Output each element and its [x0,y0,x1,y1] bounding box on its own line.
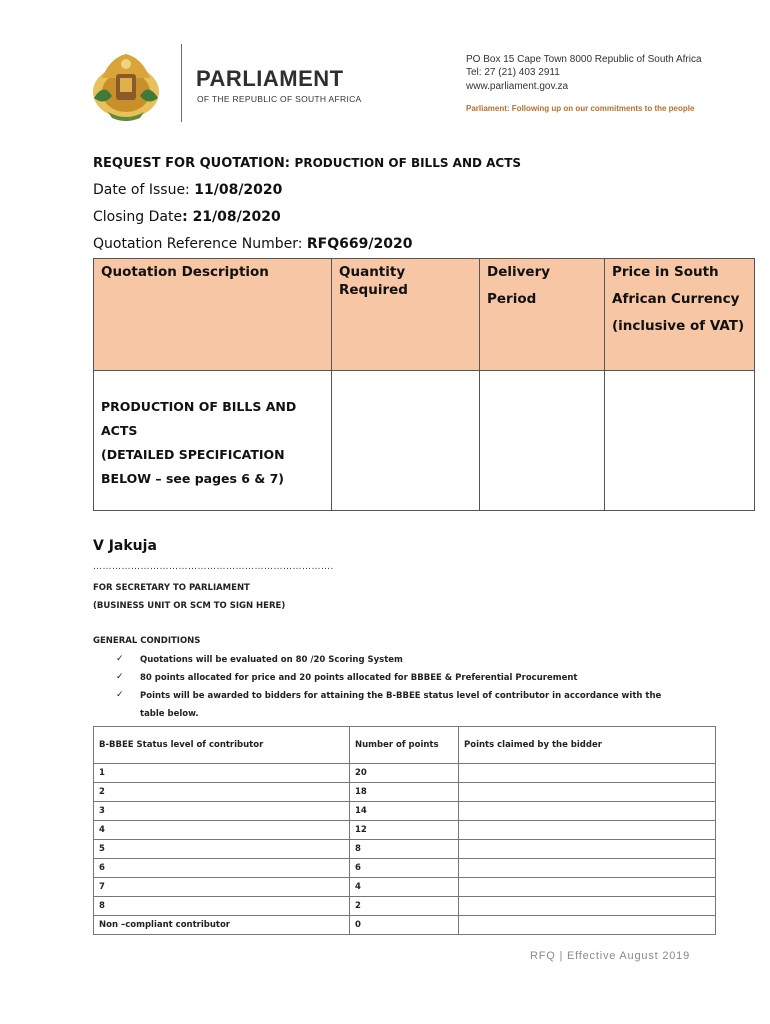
status-level: 3 [94,802,350,821]
org-subtitle: OF THE REPUBLIC OF SOUTH AFRICA [197,94,362,104]
document-title: REQUEST FOR QUOTATION: PRODUCTION OF BILLS AND ACTS [93,156,522,171]
condition-item: 80 points allocated for price and 20 points allocated for BBBEE & Preferential Procurement [140,673,578,683]
points-row [94,783,716,802]
quotation-reference: Quotation Reference Number: RFQ669/2020 [93,236,413,252]
points-row [94,764,716,783]
date-of-issue: Date of Issue: 11/08/2020 [93,182,283,198]
points-row [94,916,716,935]
description-cell: PRODUCTION OF BILLS AND ACTS (DETAILED SPECIFICATION BELOW – see pages 6 & 7) [94,371,332,511]
header-divider [181,44,182,122]
points-claimed-cell[interactable] [459,878,716,897]
points-claimed-cell[interactable] [459,916,716,935]
points-value: 8 [350,840,459,859]
condition-item: Points will be awarded to bidders for attaining the B-BBEE status level of contributor in accordance with the [140,691,662,701]
signatory-role: FOR SECRETARY TO PARLIAMENT [93,583,250,593]
closing-date: Closing Date: 21/08/2020 [93,209,281,225]
org-name: PARLIAMENT [196,66,344,91]
price-cell[interactable] [605,371,755,511]
header-points-claimed: Points claimed by the bidder [459,727,716,764]
condition-item-continued: table below. [140,709,199,719]
quotation-table-row [94,371,755,511]
points-value: 12 [350,821,459,840]
points-row [94,859,716,878]
points-row [94,821,716,840]
points-value: 2 [350,897,459,916]
check-icon: ✓ [116,672,124,682]
points-table-header [94,727,716,764]
check-icon: ✓ [116,654,124,664]
status-level: 6 [94,859,350,878]
points-claimed-cell[interactable] [459,764,716,783]
check-icon: ✓ [116,690,124,700]
header-quantity: Quantity Required [332,259,480,371]
phone-line: Tel: 27 (21) 403 2911 [466,67,560,78]
points-row [94,840,716,859]
points-claimed-cell[interactable] [459,783,716,802]
points-value: 0 [350,916,459,935]
bbbee-points-table [93,726,716,935]
status-level: 8 [94,897,350,916]
points-row [94,878,716,897]
signature-line: …………………………………………………………………. [93,562,334,572]
points-claimed-cell[interactable] [459,802,716,821]
website-line: www.parliament.gov.za [466,81,569,92]
status-level: 1 [94,764,350,783]
parliament-crest-logo [90,48,162,122]
quotation-table [93,258,755,511]
delivery-cell[interactable] [480,371,605,511]
points-claimed-cell[interactable] [459,840,716,859]
points-row [94,897,716,916]
header-description: Quotation Description [94,259,332,371]
status-level: 5 [94,840,350,859]
points-claimed-cell[interactable] [459,859,716,878]
points-row [94,802,716,821]
points-value: 18 [350,783,459,802]
conditions-heading: GENERAL CONDITIONS [93,636,201,646]
points-claimed-cell[interactable] [459,821,716,840]
signatory-name: V Jakuja [93,538,157,554]
header-delivery: Delivery Period [480,259,605,371]
status-level: Non –compliant contributor [94,916,350,935]
status-level: 7 [94,878,350,897]
status-level: 2 [94,783,350,802]
status-level: 4 [94,821,350,840]
points-value: 20 [350,764,459,783]
header-number-of-points: Number of points [350,727,459,764]
tagline: Parliament: Following up on our commitments to the people [466,104,695,113]
points-value: 6 [350,859,459,878]
points-value: 4 [350,878,459,897]
points-claimed-cell[interactable] [459,897,716,916]
header-price: Price in South African Currency (inclusive of VAT) [605,259,755,371]
quantity-cell[interactable] [332,371,480,511]
points-value: 14 [350,802,459,821]
page-footer: RFQ | Effective August 2019 [530,950,690,962]
condition-item: Quotations will be evaluated on 80 /20 Scoring System [140,655,403,665]
header-status-level: B-BBEE Status level of contributor [94,727,350,764]
quotation-table-header [94,259,755,371]
address-line: PO Box 15 Cape Town 8000 Republic of South Africa [466,54,702,65]
signatory-note: (BUSINESS UNIT OR SCM TO SIGN HERE) [93,601,286,611]
